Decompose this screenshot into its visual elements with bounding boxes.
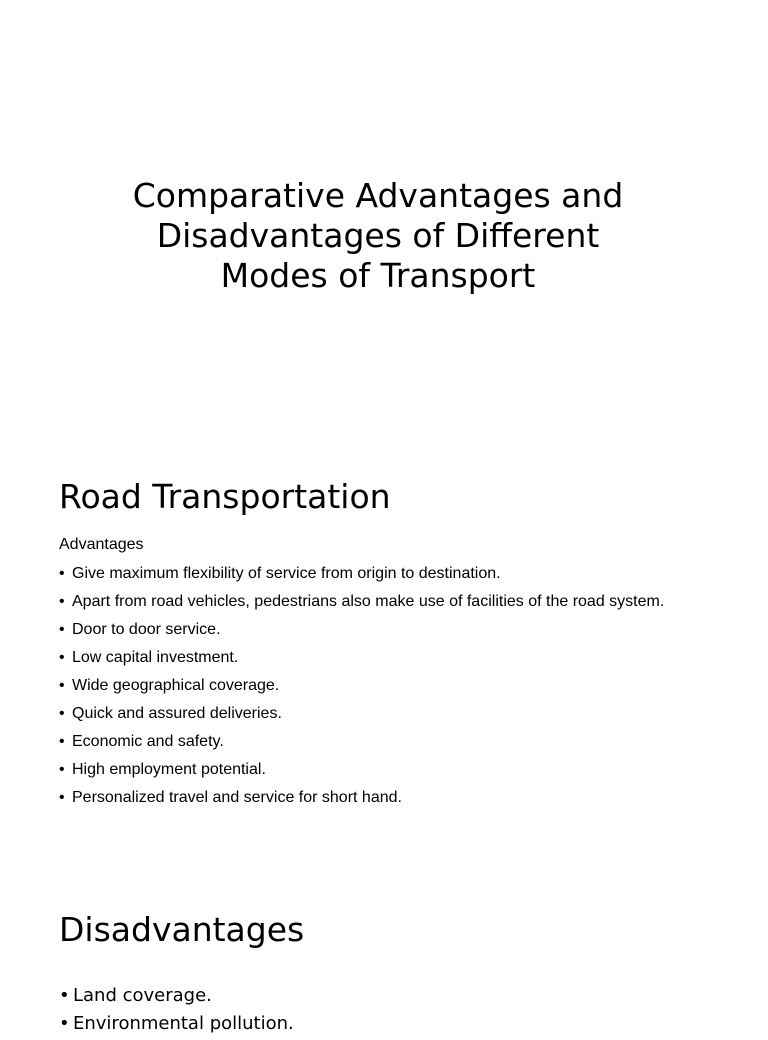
title-line: Modes of Transport <box>220 256 536 295</box>
disadvantages-heading: Disadvantages <box>59 910 305 949</box>
list-item: • Give maximum flexibility of service from origin to destination. <box>59 563 709 584</box>
list-item: • Quick and assured deliveries. <box>59 703 709 724</box>
list-item: • Land coverage. <box>59 984 709 1008</box>
list-item: • Low capital investment. <box>59 647 709 668</box>
advantages-list <box>59 563 709 815</box>
list-item: • Personalized travel and service for short hand. <box>59 787 709 808</box>
list-item: • Wide geographical coverage. <box>59 675 709 696</box>
list-item: • Apart from road vehicles, pedestrians also make use of facilities of the road system. <box>59 591 709 612</box>
disadvantages-list <box>59 984 709 1040</box>
title-line: Comparative Advantages and <box>132 176 624 215</box>
road-transportation-heading: Road Transportation <box>59 477 391 516</box>
list-item: • High employment potential. <box>59 759 709 780</box>
advantages-label: Advantages <box>59 536 144 553</box>
list-item: • Economic and safety. <box>59 731 709 752</box>
list-item: • Door to door service. <box>59 619 709 640</box>
slide-title <box>60 176 696 296</box>
title-line: Disadvantages of Different <box>156 216 600 255</box>
list-item: • Environmental pollution. <box>59 1012 709 1036</box>
